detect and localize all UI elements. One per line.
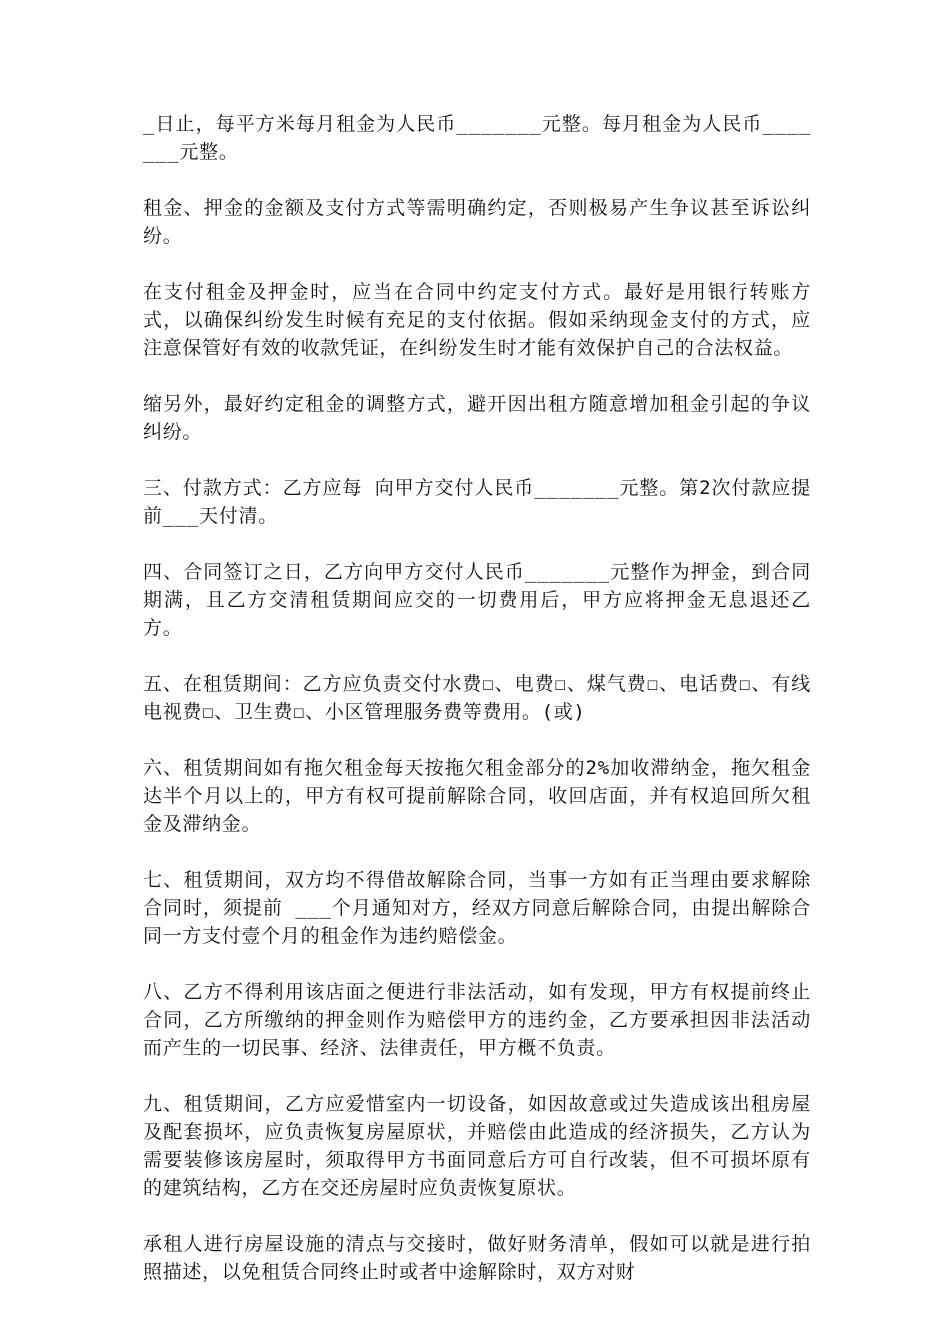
paragraph-clause-9: 九、租赁期间，乙方应爱惜室内一切设备，如因故意或过失造成该出租房屋及配套损坏，应负责恢复房屋原状，并赔偿由此造成的经济损失，乙方认为需要装修该房屋时，须取得甲方书面同意后方可自行改装，但不可损坏原有的建筑结构，乙方在交还房屋时应负责恢复原状。	[143, 1093, 811, 1199]
paragraph-clause-5: 五、在租赁期间：乙方应负责交付水费☐、电费☐、煤气费☐、电话费☐、有线电视费☐、卫生费☐、小区管理服务费等费用。(或)	[143, 673, 811, 723]
paragraph-rent-amount: _日止，每平方米每月租金为人民币_______元整。每月租金为人民币_______元整。	[143, 113, 811, 163]
paragraph-inventory-handover: 承租人进行房屋设施的清点与交接时，做好财务清单，假如可以就是进行拍照描述，以免租赁合同终止时或者中途解除时，双方对财	[143, 1233, 811, 1283]
paragraph-clause-4: 四、合同签订之日，乙方向甲方交付人民币_______元整作为押金，到合同期满，且乙方交清租赁期间应交的一切费用后，甲方应将押金无息退还乙方。	[143, 561, 811, 639]
paragraph-clause-8: 八、乙方不得利用该店面之便进行非法活动，如有发现，甲方有权提前终止合同，乙方所缴纳的押金则作为赔偿甲方的违约金，乙方要承担因非法活动而产生的一切民事、经济、法律责任，甲方概不负责。	[143, 981, 811, 1059]
paragraph-rent-agreement: 租金、押金的金额及支付方式等需明确约定，否则极易产生争议甚至诉讼纠纷。	[143, 197, 811, 247]
paragraph-payment-method: 在支付租金及押金时，应当在合同中约定支付方式。最好是用银行转账方式，以确保纠纷发生时候有充足的支付依据。假如采纳现金支付的方式，应注意保管好有效的收款凭证，在纠纷发生时才能有效保护自己的合法权益。	[143, 281, 811, 359]
paragraph-clause-6: 六、租赁期间如有拖欠租金每天按拖欠租金部分的2%加收滞纳金，拖欠租金达半个月以上的，甲方有权可提前解除合同，收回店面，并有权追回所欠租金及滞纳金。	[143, 757, 811, 835]
paragraph-rent-adjustment: 缩另外，最好约定租金的调整方式，避开因出租方随意增加租金引起的争议纠纷。	[143, 393, 811, 443]
paragraph-clause-7: 七、租赁期间，双方均不得借故解除合同，当事一方如有正当理由要求解除合同时，须提前 ___个月通知对方，经双方同意后解除合同，由提出解除合同一方支付壹个月的租金作为违约赔偿金。	[143, 869, 811, 947]
document-page	[143, 110, 811, 1314]
paragraph-clause-3: 三、付款方式：乙方应每 向甲方交付人民币_______元整。第2次付款应提前___天付清。	[143, 477, 811, 527]
